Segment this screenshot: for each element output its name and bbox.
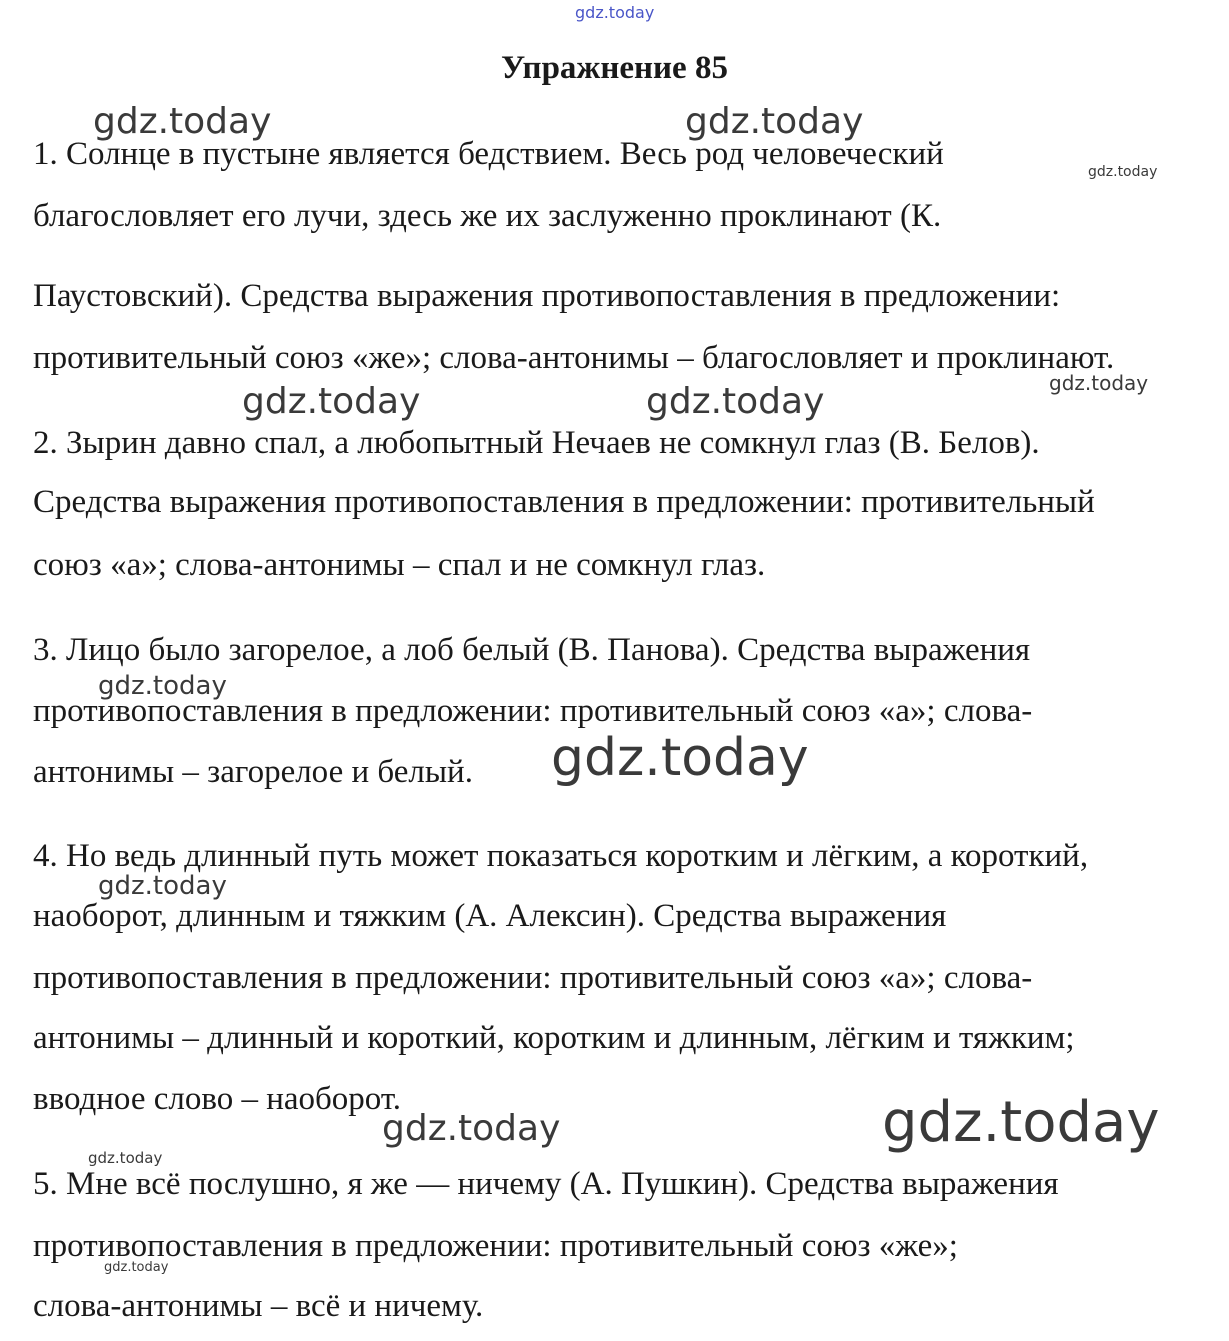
exercise-line: Средства выражения противопоставления в предложении: противительный (33, 484, 1095, 520)
watermark: gdz.today (646, 381, 825, 422)
exercise-line: противопоставления в предложении: противительный союз «же»; (33, 1228, 958, 1264)
watermark: gdz.today (93, 101, 272, 142)
watermark: gdz.today (98, 871, 227, 901)
exercise-line: противительный союз «же»; слова-антонимы – благословляет и проклинают. (33, 340, 1115, 376)
watermark: gdz.today (104, 1260, 169, 1275)
watermark: gdz.today (685, 101, 864, 142)
exercise-line: противопоставления в предложении: противительный союз «а»; слова- (33, 693, 1033, 729)
exercise-line: 4. Но ведь длинный путь может показаться коротким и лёгким, а короткий, (33, 838, 1089, 874)
exercise-line: антонимы – длинный и короткий, коротким и длинным, лёгким и тяжким; (33, 1020, 1075, 1056)
exercise-line: 2. Зырин давно спал, а любопытный Нечаев не сомкнул глаз (В. Белов). (33, 425, 1040, 461)
watermark: gdz.today (1049, 371, 1149, 395)
watermark: gdz.today (1088, 164, 1158, 180)
exercise-line: 3. Лицо было загорелое, а лоб белый (В. Панова). Средства выражения (33, 632, 1031, 668)
exercise-line: Паустовский). Средства выражения противопоставления в предложении: (33, 278, 1061, 314)
exercise-line: союз «а»; слова-антонимы – спал и не сомкнул глаз. (33, 547, 766, 583)
watermark: gdz.today (382, 1108, 561, 1149)
exercise-line: вводное слово – наоборот. (33, 1081, 402, 1117)
exercise-line: благословляет его лучи, здесь же их заслуженно проклинают (К. (33, 198, 942, 234)
exercise-line: слова-антонимы – всё и ничему. (33, 1288, 484, 1324)
page-title: Упражнение 85 (501, 50, 728, 86)
exercise-line: 1. Солнце в пустыне является бедствием. Весь род человеческий (33, 136, 944, 172)
exercise-line: противопоставления в предложении: противительный союз «а»; слова- (33, 960, 1033, 996)
watermark: gdz.today (88, 1149, 163, 1167)
watermark: gdz.today (575, 3, 655, 22)
exercise-line: наоборот, длинным и тяжким (А. Алексин). Средства выражения (33, 898, 947, 934)
exercise-line: 5. Мне всё послушно, я же — ничему (А. Пушкин). Средства выражения (33, 1166, 1059, 1202)
watermark: gdz.today (882, 1090, 1160, 1155)
watermark: gdz.today (551, 728, 809, 788)
watermark: gdz.today (98, 671, 227, 701)
exercise-line: антонимы – загорелое и белый. (33, 754, 473, 790)
watermark: gdz.today (242, 381, 421, 422)
